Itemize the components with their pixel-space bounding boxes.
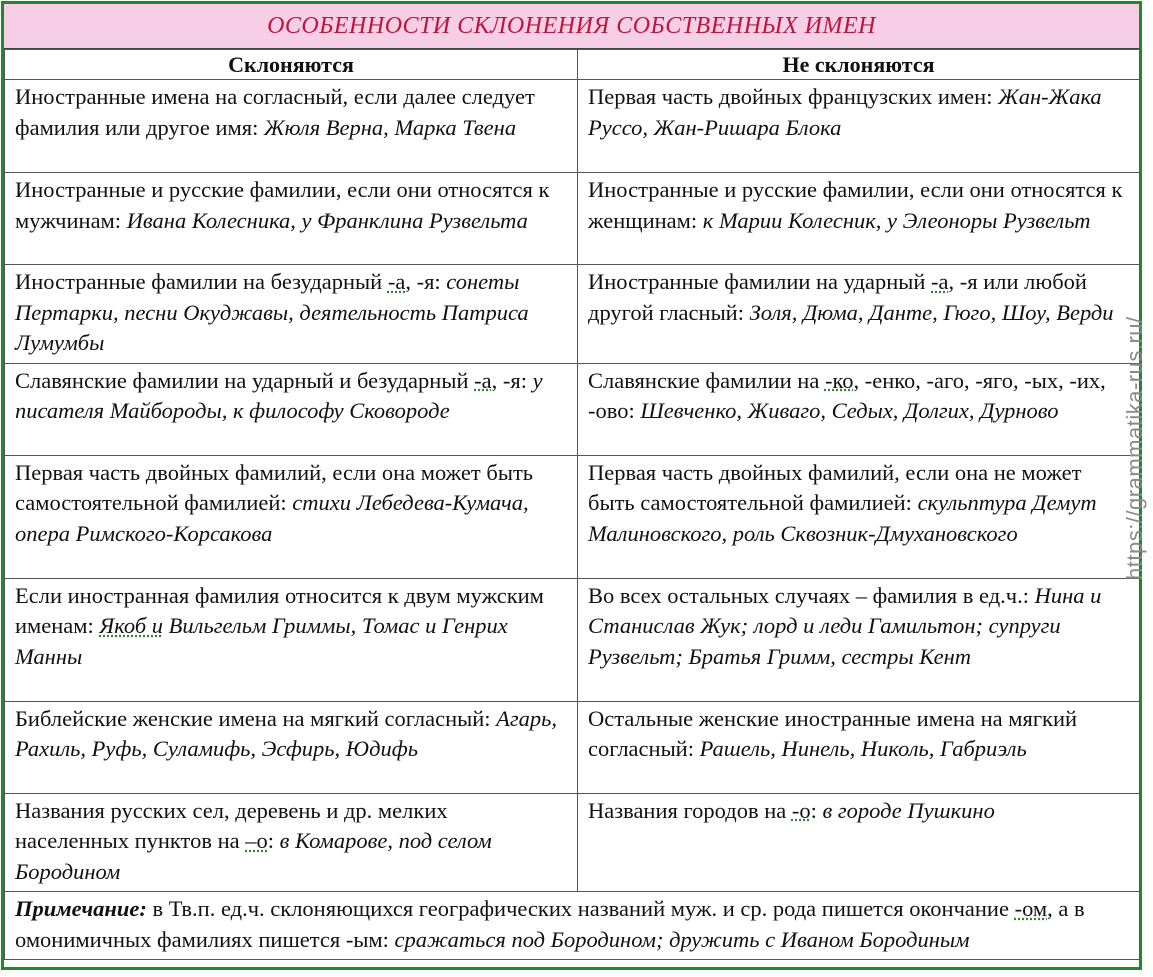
rule-text: Остальные женские иностранные имена на мягкий согласный: [588,705,1078,761]
note-text: , а в омонимичных фамилиях пишется -ым: [15,896,1085,952]
table-row [5,80,1140,173]
table-row [5,701,1140,793]
table-row [5,363,1140,455]
watermark-url: https://grammatika-rus.ru/ [1122,316,1147,580]
rule-text: Иностранные фамилии на безударный [15,269,388,294]
example-text: сражаться под Бородином; дружить с Иваном Бородиным [394,926,970,952]
cell-not-declined [578,265,1140,364]
cell-not-declined [578,455,1140,578]
header-row [5,50,1140,80]
note-cell [5,892,1140,960]
example-text: Золя, Дюма, Данте, Гюго, Шоу, Верди [749,299,1114,325]
rule-text: Славянские фамилии на ударный и безударный [15,367,475,393]
rule-text: Если иностранная фамилия относится к двум мужским именам: [15,582,544,638]
rule-text: Иностранные имена на согласный, если далее следует фамилия или другое имя: [15,84,535,140]
suffix-text: -ко [824,367,854,393]
page-title: ОСОБЕННОСТИ СКЛОНЕНИЯ СОБСТВЕННЫХ ИМЕН [4,4,1139,49]
rule-text: Первая часть двойных фамилий, если она не может быть самостоятельной фамилией: [588,459,1082,515]
cell-declined [5,793,578,892]
cell-declined [5,363,578,455]
cell-declined [5,701,578,793]
rule-text: : [267,828,280,853]
example-text: в Комарове, под селом Бородином [15,828,492,884]
rule-text: : [810,797,823,823]
table-row [5,173,1140,265]
cell-not-declined [578,80,1140,173]
header-declined: Склоняются [5,50,578,80]
rule-text: , -енко, -аго, -яго, -ых, -их, -ово: [588,367,1106,423]
note-text: в Тв.п. ед.ч. склоняющихся географических названий муж. и ср. рода пишется окончание [146,896,1015,921]
table-row [5,578,1140,701]
note-row [5,892,1140,960]
example-text: Жюля Верна, Марка Твена [263,114,517,140]
rule-text: , -я: [491,367,533,393]
example-text: в городе Пушкино [822,797,995,823]
cell-not-declined [578,578,1140,701]
suffix-text: -а [387,269,406,294]
declension-table [4,49,1140,960]
rule-text: Иностранные и русские фамилии, если они относятся к мужчинам: [15,177,550,233]
cell-declined [5,80,578,173]
example-text: к Марии Колесник, у Элеоноры Рузвельт [702,207,1091,233]
cell-not-declined [578,173,1140,265]
cell-not-declined [578,701,1140,793]
suffix-text: -а [931,269,949,294]
rule-text: Первая часть двойных французских имен: [588,84,999,109]
note-label: Примечание: [15,896,147,921]
cell-declined [5,265,578,364]
example-text: Ивана Колесника, у Франклина Рузвельта [126,207,528,233]
suffix-text: –о [245,828,268,853]
rule-text: Библейские женские имена на мягкий согласный: [15,705,497,731]
suffix-text: -а [474,367,492,393]
example-text: скульптура Демут Малиновского, роль Сквозник-Дмухановского [588,490,1097,546]
table-row [5,793,1140,892]
example-text: Жан-Жака Руссо, Жан-Ришара Блока [588,84,1102,140]
suffix-text: -о [791,797,811,823]
rule-text: Названия русских сел, деревень и др. мелких населенных пунктов на [15,797,448,853]
cell-declined [5,173,578,265]
rule-text: , -я или любой другой гласный: [588,269,1087,325]
cell-declined [5,578,578,701]
table-row [5,265,1140,364]
cell-not-declined [578,793,1140,892]
rule-text: Иностранные фамилии на ударный [588,269,932,294]
example-text: у писателя Майбороды, к философу Сковороде [15,367,543,423]
rule-text: , -я: [405,269,447,294]
rule-text: Названия городов на [588,797,792,823]
example-text: Нина и Станислав Жук; лорд и леди Гамильтон; супруги Рузвельт; Братья Гримм, сестры Кент [588,582,1102,669]
table-row [5,455,1140,578]
rule-text: Иностранные и русские фамилии, если они относятся к женщинам: [588,177,1123,233]
example-text: стихи Лебедева-Кумача, опера Римского-Корсакова [15,490,529,546]
example-text: Рашель, Нинель, Николь, Габриэль [699,736,1027,761]
rule-text: Первая часть двойных фамилий, если она может быть самостоятельной фамилией: [15,459,534,515]
rule-text: Славянские фамилии на [588,367,825,393]
suffix-text: -ом [1014,896,1048,921]
example-text: Шевченко, Живаго, Седых, Долгих, Дурново [640,398,1059,423]
example-text: сонеты Пертарки, песни Окуджавы, деятельность Патриса Лумумбы [15,269,529,355]
example-text: Агарь, Рахиль, Руфь, Суламифь, Эсфирь, Юдифь [15,705,558,761]
cell-declined [5,455,578,578]
example-text: Вильгельм Гриммы, Томас и Генрих Манны [15,613,508,669]
rule-text: Во всех остальных случаях – фамилия в ед.ч.: [588,582,1035,608]
header-not-declined: Не склоняются [578,50,1140,80]
example-text: Якоб и [99,613,164,638]
cell-not-declined [578,363,1140,455]
